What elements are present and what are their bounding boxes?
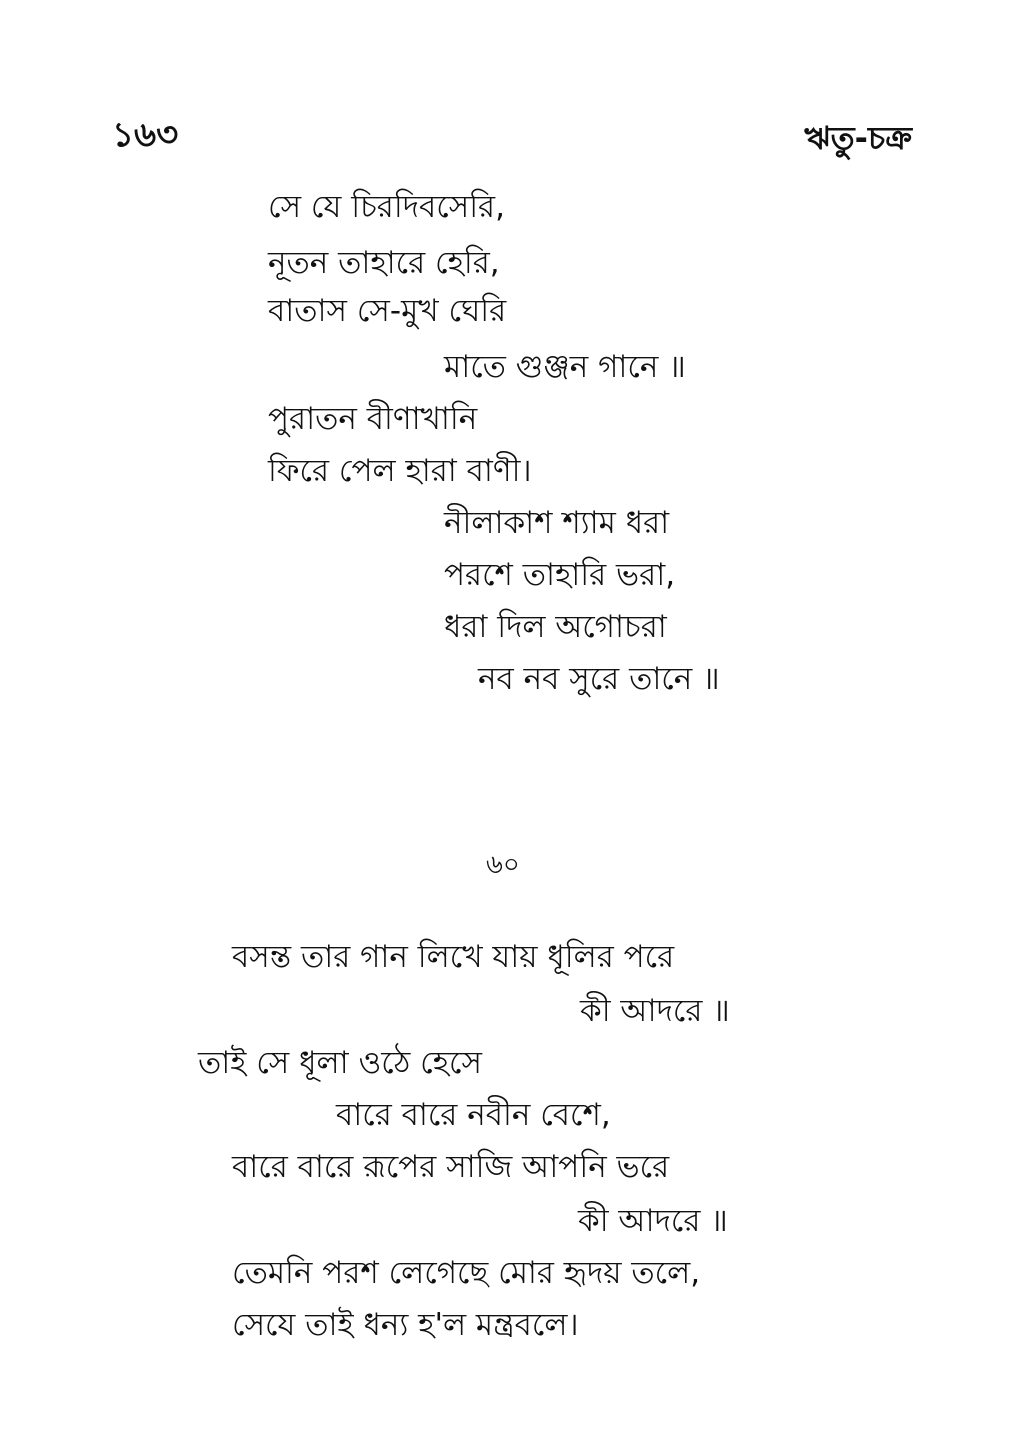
song-line: বারে বারে রূপের সাজি আপনি ভরে [232,1149,670,1185]
poem-line: ফিরে পেল হারা বাণী। [268,453,532,489]
song-line: বসন্ত তার গান লিখে যায় ধূলির পরে [232,939,675,975]
poem-line: পুরাতন বীণাখানি [268,401,478,437]
poem-line: পরশে তাহারি ভরা, [444,557,676,593]
song-number: ৬০ [486,850,520,880]
poem-line: মাতে গুঞ্জন গানে ॥ [444,349,686,385]
poem-line: নীলাকাশ শ্যাম ধরা [444,505,670,541]
poem-line: ধরা দিল অগোচরা [444,609,667,645]
song-line: কী আদরে ॥ [580,993,730,1029]
song-line: তাই সে ধূলা ওঠে হেসে [198,1045,482,1081]
page-number: ১৬৩ [112,115,179,155]
song-line: সেযে তাই ধন্য হ'ল মন্ত্রবলে। [232,1307,579,1343]
song-line: তেমনি পরশ লেগেছে মোর হৃদয় তলে, [232,1255,701,1291]
song-line: কী আদরে ॥ [578,1203,728,1239]
running-title: ঋতু-চক্র [804,119,912,157]
poem-line: বাতাস সে-মুখ ঘেরি [268,293,507,329]
poem-line: নব নব সুরে তানে ॥ [478,661,720,697]
poem-line: সে যে চিরদিবসেরি, [268,189,505,225]
poem-line: নূতন তাহারে হেরি, [268,245,500,281]
song-line: বারে বারে নবীন বেশে, [336,1097,611,1133]
